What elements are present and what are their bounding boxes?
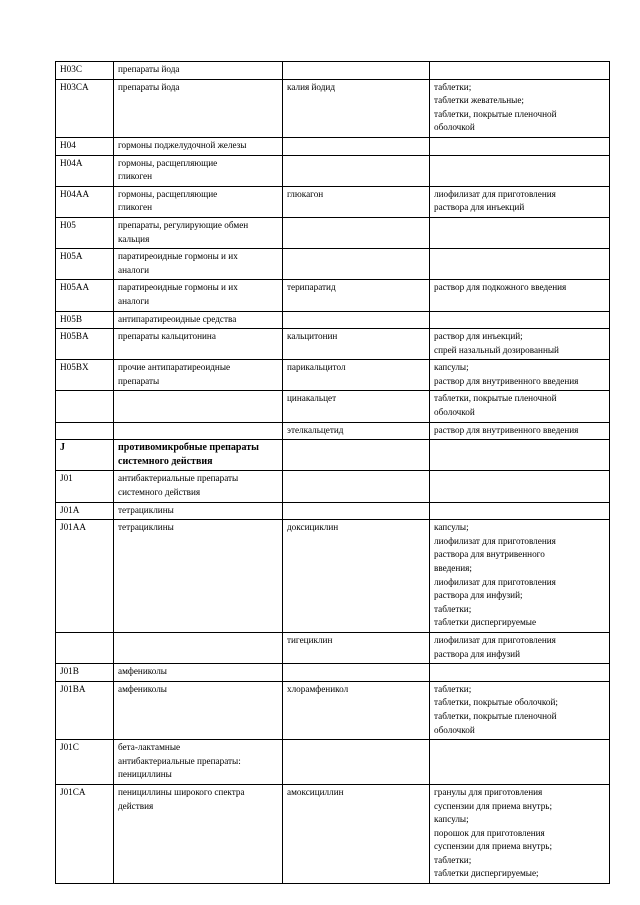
table-row: [56, 280, 610, 311]
dosage-form-cell-line: лиофилизат для приготовления: [434, 634, 556, 645]
atc-code-cell-line: H03C: [60, 64, 82, 74]
drug-name-cell-line: тигециклин: [287, 634, 333, 645]
table-row: [56, 681, 610, 739]
table-row: [56, 440, 610, 471]
atc-group-cell-line: тетрациклины: [118, 504, 174, 515]
atc-code-cell: [56, 632, 114, 663]
atc-group-cell-line: препараты, регулирующие обмен: [118, 219, 249, 230]
dosage-form-cell: [430, 664, 610, 682]
atc-group-cell-line: паратиреоидные гормоны и их: [118, 282, 238, 293]
atc-group-cell-line: противомикробные препараты: [118, 442, 259, 454]
atc-group-cell-line: системного действия: [118, 487, 201, 498]
atc-group-cell: [114, 249, 283, 280]
dosage-form-cell: [430, 784, 610, 883]
atc-group-cell-line: препараты йода: [118, 64, 180, 74]
atc-group-cell-line: препараты: [118, 375, 160, 386]
atc-code-cell-line: H05BX: [60, 362, 89, 373]
drug-name-cell: [283, 681, 430, 739]
atc-group-cell-line: прочие антипаратиреоидные: [118, 362, 231, 373]
atc-code-cell-line: J01C: [60, 742, 79, 753]
atc-code-cell: [56, 440, 114, 471]
dosage-form-cell: [430, 217, 610, 248]
atc-group-cell: [114, 520, 283, 633]
dosage-form-cell-line: таблетки;: [434, 854, 472, 865]
drug-name-cell: [283, 329, 430, 360]
atc-code-cell-line: J01BA: [60, 683, 86, 694]
drug-name-cell-line: хлорамфеникол: [287, 683, 349, 694]
dosage-form-cell: [430, 422, 610, 440]
drug-name-cell: [283, 784, 430, 883]
table-row: [56, 186, 610, 217]
dosage-form-cell: [430, 440, 610, 471]
atc-group-cell-line: бета-лактамные: [118, 742, 181, 753]
dosage-form-cell-line: спрей назальный дозированный: [434, 344, 559, 355]
atc-code-cell: [56, 681, 114, 739]
table-row: [56, 62, 610, 80]
dosage-form-cell: [430, 740, 610, 785]
drug-name-cell: [283, 79, 430, 137]
dosage-form-cell: [430, 329, 610, 360]
dosage-form-cell-line: раствора для внутривенного: [434, 549, 545, 560]
drug-name-cell-line: цинакальцет: [287, 393, 337, 404]
dosage-form-cell-line: таблетки;: [434, 683, 472, 694]
dosage-form-cell-line: таблетки, покрытые пленочной: [434, 108, 557, 119]
atc-group-cell-line: амфениколы: [118, 683, 167, 694]
table-row: [56, 502, 610, 520]
atc-group-cell-line: антибактериальные препараты: [118, 473, 239, 484]
atc-code-cell-line: H03CA: [60, 81, 89, 92]
atc-group-cell: [114, 471, 283, 502]
drug-name-cell-line: этелкальцетид: [287, 424, 344, 435]
atc-code-cell-line: H05AA: [60, 282, 90, 293]
table-row: [56, 422, 610, 440]
dosage-form-cell-line: введения;: [434, 563, 472, 573]
atc-group-cell-line: действия: [118, 800, 154, 811]
atc-code-cell: [56, 422, 114, 440]
atc-code-cell-line: J01CA: [60, 786, 86, 797]
drug-name-cell: [283, 520, 430, 633]
dosage-form-cell-line: раствора для инъекций: [434, 202, 525, 213]
drug-name-cell: [283, 422, 430, 440]
atc-group-cell-line: аналоги: [118, 264, 150, 275]
atc-group-cell: [114, 329, 283, 360]
drug-name-cell: [283, 186, 430, 217]
atc-group-cell: [114, 186, 283, 217]
dosage-form-cell-line: лиофилизат для приготовления: [434, 535, 556, 546]
atc-group-cell-line: пенициллины: [118, 769, 172, 780]
dosage-form-cell-line: раствор для подкожного введения: [434, 282, 567, 293]
dosage-form-cell: [430, 681, 610, 739]
atc-code-cell-line: H05A: [60, 251, 83, 262]
atc-group-cell-line: гормоны поджелудочной железы: [118, 139, 247, 150]
dosage-form-cell-line: оболочкой: [434, 724, 475, 735]
atc-group-cell-line: антипаратиреоидные средства: [118, 313, 237, 324]
drug-name-cell: [283, 391, 430, 422]
table-row: [56, 520, 610, 633]
drug-name-cell: [283, 280, 430, 311]
drug-name-cell-line: парикальцитол: [287, 362, 346, 373]
dosage-form-cell: [430, 471, 610, 502]
drug-name-cell-line: доксициклин: [287, 522, 339, 533]
dosage-form-cell-line: раствор для инъекций;: [434, 331, 523, 342]
atc-group-cell-line: пенициллины широкого спектра: [118, 786, 245, 797]
atc-code-cell: [56, 360, 114, 391]
atc-group-cell: [114, 740, 283, 785]
dosage-form-cell-line: таблетки, покрытые пленочной: [434, 393, 557, 404]
dosage-form-cell-line: оболочкой: [434, 407, 475, 418]
atc-group-cell: [114, 502, 283, 520]
dosage-form-cell-line: таблетки, покрытые оболочкой;: [434, 697, 558, 708]
atc-group-cell: [114, 137, 283, 155]
dosage-form-cell-line: оболочкой: [434, 122, 475, 133]
atc-group-cell: [114, 422, 283, 440]
dosage-form-cell: [430, 62, 610, 80]
dosage-form-cell: [430, 155, 610, 186]
dosage-form-cell-line: суспензии для приема внутрь;: [434, 800, 553, 811]
atc-group-cell-line: гормоны, расщепляющие: [118, 157, 218, 168]
atc-code-cell-line: J01: [60, 473, 73, 484]
drug-name-cell-line: глюкагон: [287, 188, 324, 199]
table-row: [56, 155, 610, 186]
drug-name-cell: [283, 502, 430, 520]
dosage-form-cell: [430, 520, 610, 633]
drug-name-cell: [283, 137, 430, 155]
atc-group-cell-line: антибактериальные препараты:: [118, 755, 241, 766]
drug-name-cell: [283, 471, 430, 502]
drug-name-cell: [283, 664, 430, 682]
atc-group-cell-line: паратиреоидные гормоны и их: [118, 251, 238, 262]
drug-name-cell-line: амоксициллин: [287, 786, 344, 797]
dosage-form-cell-line: таблетки;: [434, 603, 472, 614]
dosage-form-cell-line: лиофилизат для приготовления: [434, 576, 556, 587]
atc-group-cell: [114, 391, 283, 422]
dosage-form-cell-line: порошок для приготовления: [434, 827, 545, 838]
drug-name-cell: [283, 632, 430, 663]
atc-code-cell-line: H04: [60, 139, 76, 150]
atc-group-cell-line: гликоген: [118, 202, 153, 213]
table-row: [56, 329, 610, 360]
atc-code-cell: [56, 79, 114, 137]
atc-group-cell-line: тетрациклины: [118, 522, 174, 533]
drug-name-cell: [283, 440, 430, 471]
dosage-form-cell: [430, 186, 610, 217]
dosage-form-cell-line: лиофилизат для приготовления: [434, 188, 556, 199]
atc-group-cell: [114, 681, 283, 739]
dosage-form-cell: [430, 79, 610, 137]
table-row: [56, 632, 610, 663]
atc-group-cell-line: гликоген: [118, 171, 153, 182]
dosage-form-cell: [430, 137, 610, 155]
drug-table-body: [56, 62, 610, 884]
atc-group-cell-line: аналоги: [118, 295, 150, 306]
dosage-form-cell: [430, 311, 610, 329]
table-row: [56, 740, 610, 785]
dosage-form-cell-line: раствора для инфузий;: [434, 590, 523, 601]
dosage-form-cell: [430, 502, 610, 520]
table-row: [56, 79, 610, 137]
atc-group-cell: [114, 360, 283, 391]
atc-code-cell-line: H04A: [60, 157, 83, 168]
atc-code-cell: [56, 740, 114, 785]
drug-name-cell-line: кальцитонин: [287, 331, 338, 342]
atc-group-cell-line: препараты йода: [118, 81, 180, 92]
atc-code-cell-line: J01B: [60, 666, 79, 677]
drug-name-cell: [283, 311, 430, 329]
table-row: [56, 311, 610, 329]
dosage-form-cell: [430, 360, 610, 391]
atc-group-cell: [114, 79, 283, 137]
atc-code-cell: [56, 217, 114, 248]
table-row: [56, 664, 610, 682]
drug-name-cell: [283, 155, 430, 186]
dosage-form-cell-line: таблетки жевательные;: [434, 95, 524, 106]
table-row: [56, 784, 610, 883]
dosage-form-cell-line: таблетки, покрытые пленочной: [434, 710, 557, 721]
atc-code-cell: [56, 471, 114, 502]
drug-name-cell: [283, 249, 430, 280]
atc-code-cell-line: H05BA: [60, 331, 89, 342]
atc-group-cell: [114, 62, 283, 80]
dosage-form-cell: [430, 280, 610, 311]
drug-name-cell: [283, 62, 430, 80]
drug-name-cell-line: калия йодид: [287, 81, 336, 92]
atc-group-cell: [114, 311, 283, 329]
atc-code-cell-line: H05: [60, 219, 76, 230]
atc-group-cell-line: препараты кальцитонина: [118, 331, 216, 342]
atc-code-cell: [56, 311, 114, 329]
table-row: [56, 137, 610, 155]
dosage-form-cell-line: таблетки диспергируемые;: [434, 868, 539, 879]
dosage-form-cell: [430, 632, 610, 663]
dosage-form-cell-line: капсулы;: [434, 522, 469, 533]
dosage-form-cell-line: гранулы для приготовления: [434, 786, 543, 797]
table-row: [56, 217, 610, 248]
atc-group-cell: [114, 217, 283, 248]
atc-code-cell: [56, 280, 114, 311]
atc-code-cell-line: J01AA: [60, 522, 87, 533]
table-row: [56, 249, 610, 280]
atc-group-cell-line: гормоны, расщепляющие: [118, 188, 218, 199]
drug-name-cell: [283, 217, 430, 248]
dosage-form-cell-line: раствор для внутривенного введения: [434, 375, 579, 386]
dosage-form-cell-line: таблетки;: [434, 81, 472, 92]
atc-group-cell: [114, 632, 283, 663]
atc-code-cell-line: J: [60, 442, 65, 454]
dosage-form-cell-line: таблетки диспергируемые: [434, 617, 537, 628]
dosage-form-cell-line: раствора для инфузий: [434, 648, 520, 659]
atc-group-cell: [114, 280, 283, 311]
atc-code-cell: [56, 62, 114, 80]
atc-code-cell-line: H04AA: [60, 188, 90, 199]
dosage-form-cell: [430, 391, 610, 422]
atc-group-cell-line: системного действия: [118, 455, 213, 467]
atc-code-cell: [56, 502, 114, 520]
dosage-form-cell: [430, 249, 610, 280]
drug-name-cell-line: терипаратид: [287, 282, 336, 293]
atc-code-cell: [56, 664, 114, 682]
atc-code-cell: [56, 784, 114, 883]
atc-code-cell: [56, 155, 114, 186]
drug-name-cell: [283, 360, 430, 391]
table-row: [56, 360, 610, 391]
atc-code-cell: [56, 249, 114, 280]
atc-group-cell-line: амфениколы: [118, 666, 167, 677]
drug-table: [55, 61, 610, 884]
atc-group-cell: [114, 664, 283, 682]
dosage-form-cell-line: суспензии для приема внутрь;: [434, 841, 553, 852]
atc-group-cell: [114, 440, 283, 471]
table-row: [56, 471, 610, 502]
atc-code-cell: [56, 329, 114, 360]
atc-code-cell: [56, 186, 114, 217]
atc-group-cell: [114, 155, 283, 186]
dosage-form-cell-line: раствор для внутривенного введения: [434, 424, 579, 435]
table-row: [56, 391, 610, 422]
atc-code-cell-line: J01A: [60, 504, 80, 515]
atc-code-cell: [56, 520, 114, 633]
atc-code-cell: [56, 137, 114, 155]
dosage-form-cell-line: капсулы;: [434, 362, 469, 373]
atc-code-cell: [56, 391, 114, 422]
atc-code-cell-line: H05B: [60, 313, 82, 324]
dosage-form-cell-line: капсулы;: [434, 814, 469, 825]
atc-group-cell: [114, 784, 283, 883]
drug-name-cell: [283, 740, 430, 785]
atc-group-cell-line: кальция: [118, 233, 150, 244]
